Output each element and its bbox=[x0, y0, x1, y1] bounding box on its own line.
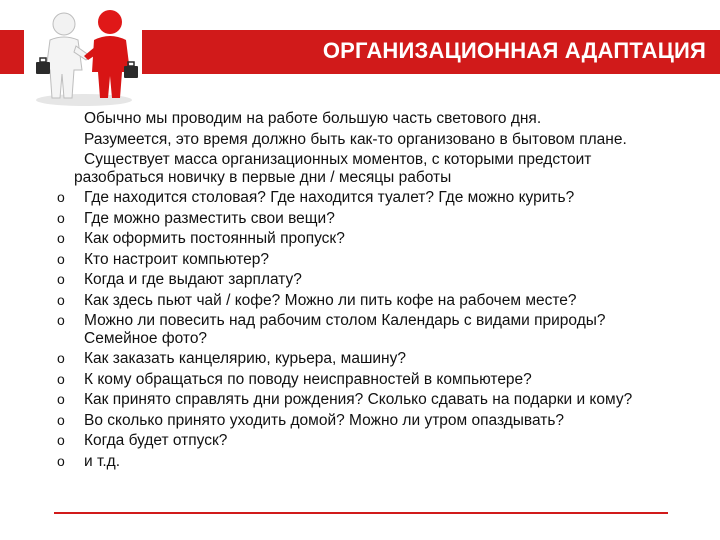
bullet-icon: o bbox=[57, 312, 65, 328]
list-item: o и т.д. bbox=[57, 452, 121, 470]
logo bbox=[24, 0, 142, 110]
footer-divider bbox=[54, 512, 668, 514]
list-item: o К кому обращаться по поводу неисправностей в компьютере? bbox=[57, 370, 532, 388]
bullet-icon: o bbox=[57, 250, 65, 267]
intro-paragraph-1: Обычно мы проводим на работе большую часть светового дня. bbox=[84, 110, 542, 127]
list-item: o Как оформить постоянный пропуск? bbox=[57, 230, 345, 247]
list-item: o Кто настроит компьютер? bbox=[57, 250, 269, 268]
list-item: o Когда будет отпуск? bbox=[57, 432, 228, 449]
bullet-icon: o bbox=[57, 370, 65, 387]
bullet-icon: o bbox=[57, 209, 65, 226]
page-title: ОРГАНИЗАЦИОННАЯ АДАПТАЦИЯ bbox=[322, 38, 706, 63]
bullet-icon: o bbox=[57, 189, 65, 205]
list-item: o Когда и где выдают зарплату? bbox=[57, 271, 302, 288]
intro-paragraph-3: Существует масса организационных моментов, с которыми предстоит разобраться новичку в первые дни / месяцы работы bbox=[74, 151, 592, 186]
bullet-icon: o bbox=[57, 230, 65, 246]
content bbox=[52, 110, 682, 473]
question-list bbox=[52, 189, 682, 470]
bullet-icon: o bbox=[57, 350, 65, 366]
intro-paragraph-2: Разумеется, это время должно быть как-то организовано в бытовом плане. bbox=[84, 130, 627, 148]
list-item: o Как здесь пьют чай / кофе? Можно ли пить кофе на рабочем месте? bbox=[57, 291, 577, 309]
list-item: o Можно ли повесить над рабочим столом Календарь с видами природы? Семейное фото? bbox=[57, 312, 606, 347]
list-item: o Во сколько принято уходить домой? Можно ли утром опаздывать? bbox=[57, 411, 565, 429]
bullet-icon: o bbox=[57, 271, 65, 287]
list-item: o Как заказать канцелярию, курьера, машину? bbox=[57, 350, 406, 367]
bullet-icon: o bbox=[57, 452, 65, 469]
handshake-figures-icon bbox=[24, 0, 142, 110]
bullet-icon: o bbox=[57, 291, 65, 308]
list-item: o Как принято справлять дни рождения? Сколько сдавать на подарки и кому? bbox=[57, 391, 633, 408]
list-item: o Где можно разместить свои вещи? bbox=[57, 209, 335, 227]
bullet-icon: o bbox=[57, 391, 65, 407]
bullet-icon: o bbox=[57, 411, 65, 428]
list-item: o Где находится столовая? Где находится туалет? Где можно курить? bbox=[57, 189, 575, 206]
bullet-icon: o bbox=[57, 432, 65, 448]
